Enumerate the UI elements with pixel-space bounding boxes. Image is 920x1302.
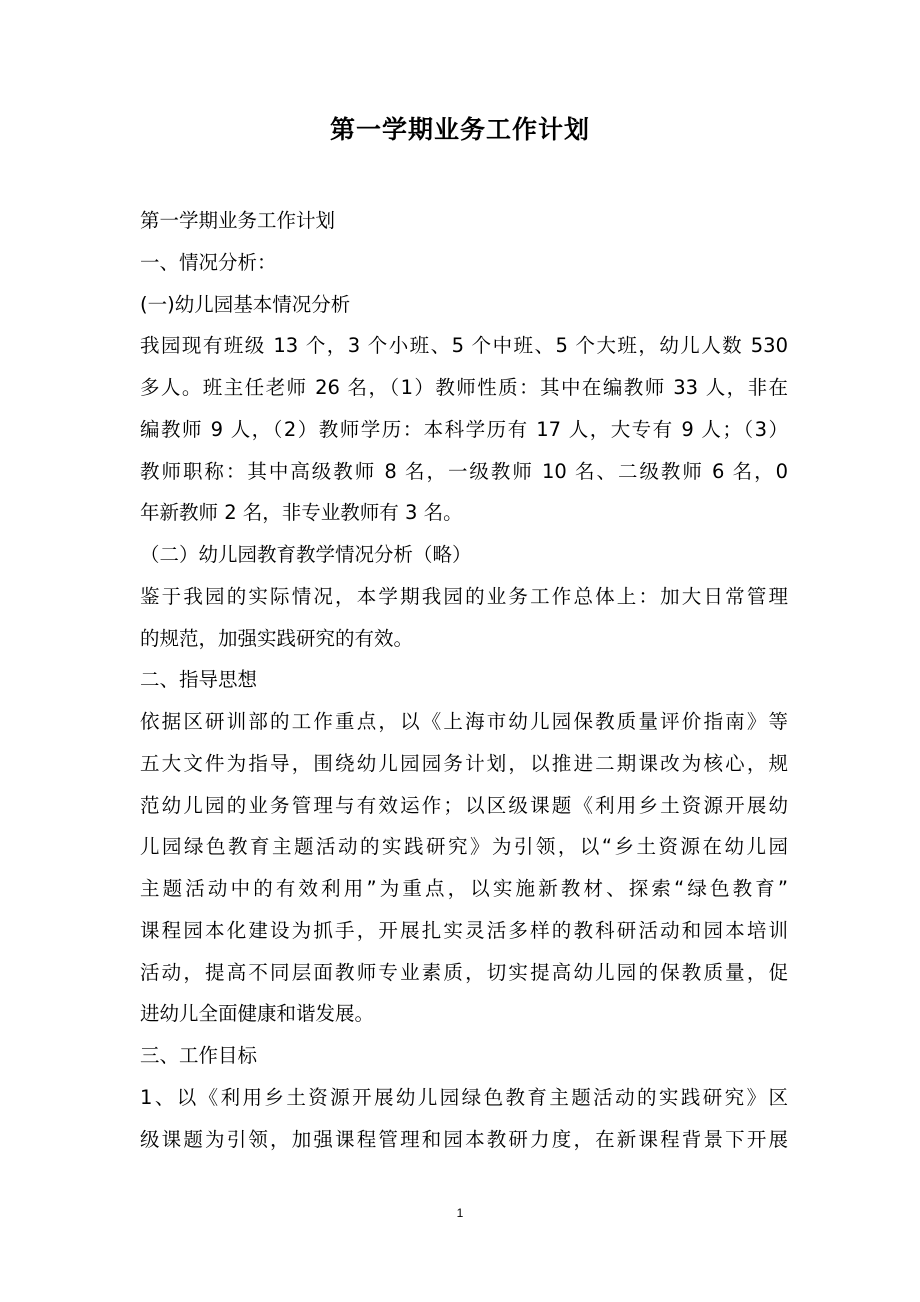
paragraph-line: （二）幼儿园教育教学情况分析（略） xyxy=(140,543,472,566)
paragraph-line: 多人。班主任老师 26 名，（1）教师性质：其中在编教师 33 人，非在 xyxy=(140,376,788,399)
paragraph-line: 鉴于我园的实际情况，本学期我园的业务工作总体上：加大日常管理 xyxy=(140,584,788,608)
paragraph-line: 第一学期业务工作计划 xyxy=(140,209,336,232)
paragraph-line: 课程园本化建设为抓手，开展扎实灵活多样的教科研活动和园本培训 xyxy=(140,918,788,942)
paragraph-line: 二、指导思想 xyxy=(140,668,258,692)
paragraph-line: 年新教师 2 名，非专业教师有 3 名。 xyxy=(140,501,463,525)
paragraph-line: 我园现有班级 13 个，3 个小班、5 个中班、5 个大班，幼儿人数 530 xyxy=(140,334,788,358)
paragraph-line: 范幼儿园的业务管理与有效运作；以区级课题《利用乡土资源开展幼 xyxy=(140,793,788,817)
paragraph-line: 1、以《利用乡土资源开展幼儿园绿色教育主题活动的实践研究》区 xyxy=(140,1085,788,1109)
paragraph-line: 进幼儿全面健康和谐发展。 xyxy=(140,1002,375,1026)
paragraph-line: 依据区研训部的工作重点，以《上海市幼儿园保教质量评价指南》等 xyxy=(140,710,788,733)
paragraph-line: 一、情况分析： xyxy=(140,250,277,274)
document-body xyxy=(140,200,788,1160)
document-title: 第一学期业务工作计划 xyxy=(329,115,590,144)
paragraph-line: 级课题为引领，加强课程管理和园本教研力度，在新课程背景下开展 xyxy=(140,1127,788,1151)
paragraph-line: 编教师 9 人，（2）教师学历：本科学历有 17 人，大专有 9 人；（3） xyxy=(140,417,788,441)
paragraph-line: 儿园绿色教育主题活动的实践研究》为引领，以“乡土资源在幼儿园 xyxy=(140,835,788,859)
paragraph-line: 活动，提高不同层面教师专业素质，切实提高幼儿园的保教质量，促 xyxy=(140,960,788,984)
paragraph-line: 的规范，加强实践研究的有效。 xyxy=(140,626,414,650)
paragraph-line: 五大文件为指导，围绕幼儿园园务计划，以推进二期课改为核心，规 xyxy=(140,751,788,775)
paragraph-line: 教师职称：其中高级教师 8 名，一级教师 10 名、二级教师 6 名，0 xyxy=(140,459,788,483)
page-number: 1 xyxy=(456,1206,464,1220)
paragraph-line: 主题活动中的有效利用”为重点，以实施新教材、探索“绿色教育” xyxy=(140,877,788,900)
paragraph-line: 三、工作目标 xyxy=(140,1044,258,1067)
paragraph-line: (一)幼儿园基本情况分析 xyxy=(140,292,351,316)
